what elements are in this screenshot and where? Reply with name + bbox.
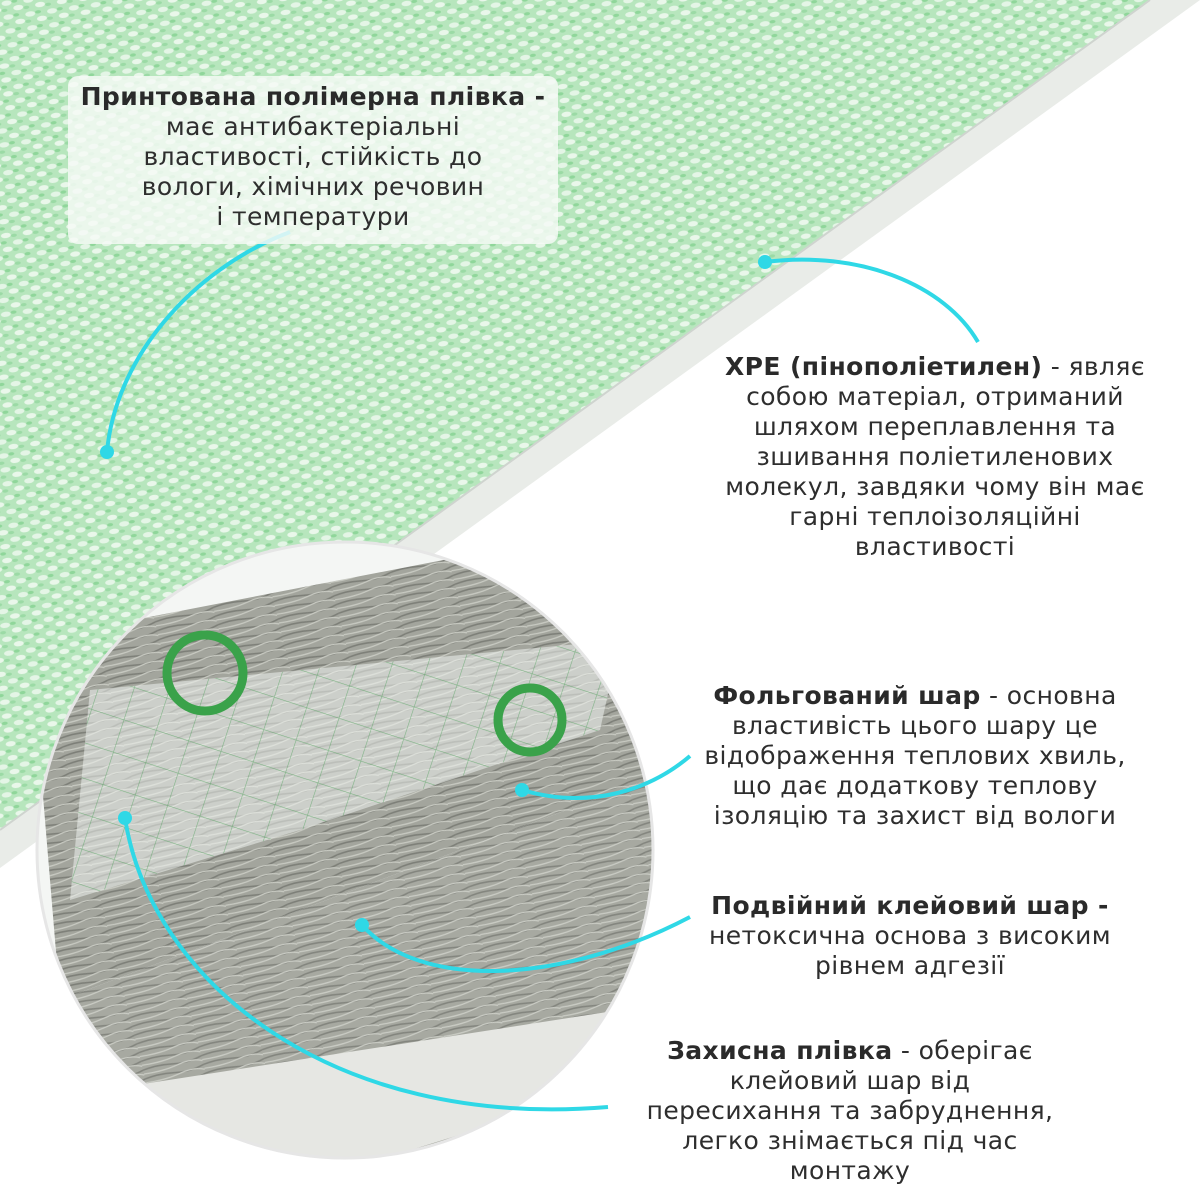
- callout-line: що дає додаткову теплову: [732, 771, 1098, 800]
- callout-line: легко знімається під час: [682, 1126, 1018, 1155]
- callout-xpe: [700, 352, 1170, 562]
- callout-line: нетоксична основа з високим: [708, 921, 1111, 950]
- callout-adhesive-layer: [660, 891, 1160, 981]
- callout-line: шляхом переплавлення та: [753, 412, 1117, 441]
- callout-title: Фольгований шар: [713, 681, 981, 710]
- callout-printed-film: [68, 76, 558, 244]
- callout-separator: -: [892, 1036, 919, 1065]
- callout-title: XPE (пінополіетилен): [725, 352, 1043, 381]
- callout-line: пересихання та забруднення,: [646, 1096, 1054, 1125]
- callout-line: основна: [1006, 681, 1117, 710]
- callout-line: властивість цього шару це: [732, 711, 1098, 740]
- callout-line: собою матеріал, отриманий: [746, 382, 1124, 411]
- callout-line: являє: [1068, 352, 1145, 381]
- callout-separator: -: [525, 82, 546, 111]
- callout-title: Принтована полімерна плівка: [80, 82, 526, 111]
- callout-line: рівнем адгезії: [815, 951, 1005, 980]
- callout-line: гарні теплоізоляційні: [789, 502, 1081, 531]
- callout-line: монтажу: [789, 1156, 911, 1185]
- callout-protective-film: [600, 1036, 1100, 1186]
- callout-line: властивості: [854, 532, 1016, 561]
- callout-line: зшивання поліетиленових: [756, 442, 1114, 471]
- callout-foil-layer: [665, 681, 1165, 831]
- callout-line: ізоляцію та захист від вологи: [713, 801, 1117, 830]
- callout-separator: -: [1088, 891, 1109, 920]
- callout-title: Подвійний клейовий шар: [711, 891, 1089, 920]
- callout-line: властивості, стійкість до: [143, 142, 483, 171]
- callout-separator: -: [1042, 352, 1069, 381]
- callout-line: відображення теплових хвиль,: [704, 741, 1126, 770]
- callout-line: клейовий шар від: [729, 1066, 971, 1095]
- callout-line: і температури: [216, 202, 410, 231]
- callout-line: оберігає: [918, 1036, 1033, 1065]
- callout-line: вологи, хімічних речовин: [141, 172, 485, 201]
- callout-title: Захисна плівка: [667, 1036, 893, 1065]
- callout-separator: -: [980, 681, 1007, 710]
- callout-line: молекул, завдяки чому він має: [725, 472, 1145, 501]
- callout-line: має антибактеріальні: [165, 112, 461, 141]
